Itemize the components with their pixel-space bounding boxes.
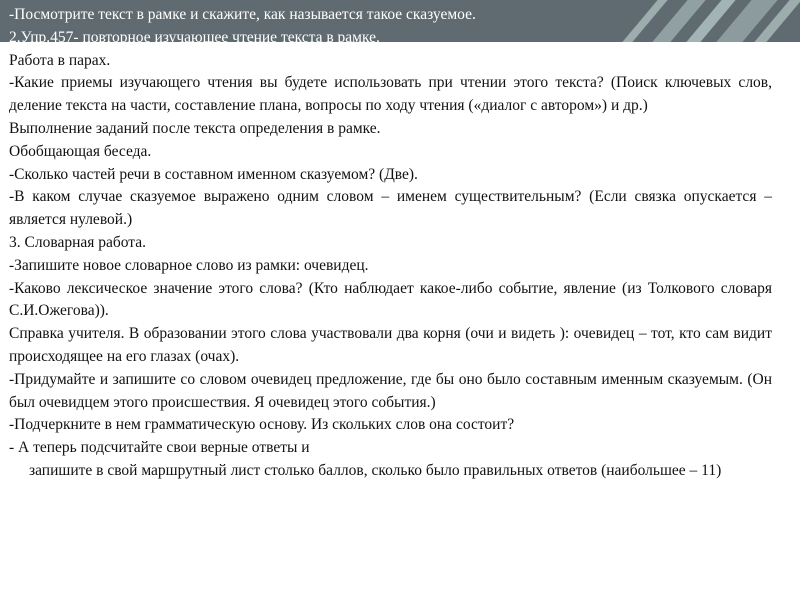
text-line: 3. Словарная работа. — [9, 233, 147, 251]
text-paragraph: -Придумайте и запишите со словом очевидец предложение, где бы оно было составным именным сказуемым. (Он был очевидцем этого происшествия. Я очевидец этого события.) — [9, 370, 772, 411]
text-line: 2.Упр.457- повторное изучающее чтение текста в рамке. — [9, 28, 380, 46]
text-line: -Посмотрите текст в рамке и скажите, как называется такое сказуемое. — [9, 6, 476, 23]
text-paragraph: Справка учителя. В образовании этого слова участвовали два корня (очи и видеть ): очевидец – тот, кто сам видит происходящее на его глазах (очах). — [9, 325, 772, 365]
text-line: -Подчеркните в нем грамматическую основу. Из скольких слов она состоит? — [9, 416, 515, 434]
text-paragraph: -Какие приемы изучающего чтения вы будете использовать при чтении этого текста? (Поиск ключевых слов, деление текста на части, составление плана, вопросы по ходу чтения («диалог с автором») и др.) — [9, 74, 772, 115]
text-line: -Сколько частей речи в составном именном сказуемом? (Две). — [9, 165, 418, 183]
text-line: Выполнение заданий после текста определения в рамке. — [9, 119, 381, 137]
lesson-text — [9, 4, 772, 483]
text-paragraph: -Каково лексическое значение этого слова? (Кто наблюдает какое-либо событие, явление (из Толкового словаря С.И.Ожегова)). — [9, 279, 772, 320]
text-line: - А теперь подсчитайте свои верные ответы и — [9, 439, 310, 457]
text-line: Работа в парах. — [9, 51, 111, 69]
text-paragraph: -В каком случае сказуемое выражено одним словом – именем существительным? (Если связка опускается – является нулевой.) — [9, 188, 772, 229]
text-line: Обобщающая беседа. — [9, 142, 152, 160]
text-paragraph: запишите в свой маршрутный лист столько баллов, сколько было правильных ответов (наибольшее – 11) — [29, 461, 722, 479]
text-line: -Запишите новое словарное слово из рамки: очевидец. — [9, 256, 369, 274]
